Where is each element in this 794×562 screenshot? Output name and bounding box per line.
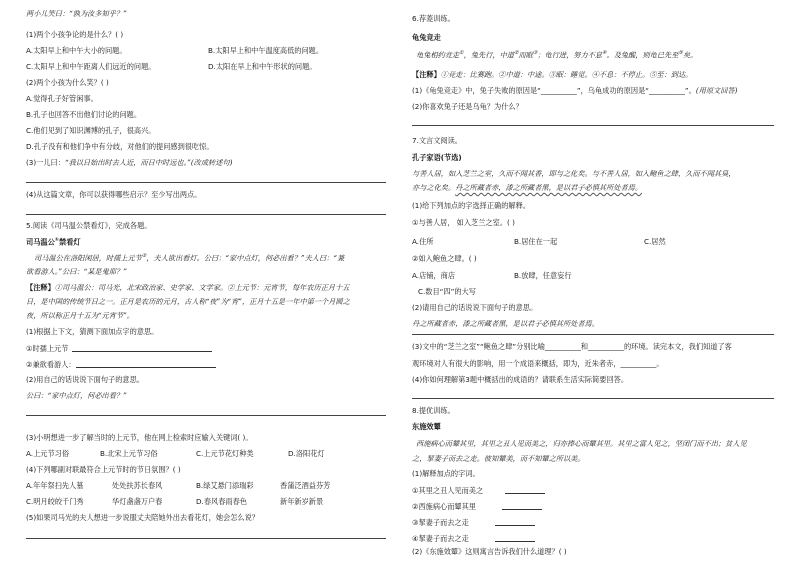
option-b: B.居住在一起 xyxy=(514,237,558,246)
quoted-sentence: 丹之所藏者赤，漆之所藏者黑，是以君子必慎其所处者焉。 xyxy=(412,319,599,328)
question-5-1-b-text: ②兼欲看游人： xyxy=(26,359,76,369)
answer-line xyxy=(412,398,774,399)
answer-line xyxy=(412,125,774,126)
option-a: A.太阳早上和中午大小的问题。 xyxy=(26,46,127,55)
option-c: C.数目“四”的大写 xyxy=(418,287,476,296)
question-7-1: (1)给下列加点的字选择正确的解释。 xyxy=(412,201,530,210)
passage-title: 龟兔竞走 xyxy=(412,33,441,42)
section-5-title: 5.阅读《司马温公禁看灯》，完成各题。 xyxy=(26,221,152,230)
passage-title-a: 司马温公 xyxy=(26,237,55,247)
footnote-mark: ⑤ xyxy=(678,50,683,56)
wavy-underlined-sentence: 丹之所藏者赤，漆之所藏者黑，是以君子必慎其所处者焉。 xyxy=(455,183,643,192)
option-d: D.太阳在早上和中午形状的问题。 xyxy=(208,62,317,71)
answer-blank[interactable] xyxy=(502,502,542,510)
passage-text: 司马温公在洛阳闲居，时孺上元节 xyxy=(34,253,142,263)
question-8-1-c xyxy=(412,518,535,526)
answer-line xyxy=(26,182,386,183)
footnote-mark: ② xyxy=(141,253,147,259)
option-d: D.孔子没有和他们争中有分歧，对他们的提问感到很吃惊。 xyxy=(26,142,214,151)
option-d-couplet: 新年新岁新景 xyxy=(280,497,324,506)
passage-title: 东施效颦 xyxy=(412,422,441,431)
question-5-4: (4)下列哪副对联最符合上元节时的节日氛围？( ) xyxy=(26,465,181,474)
annotation-text: ①竞走：比赛跑。②中道：中途。③眠：睡觉。④不息：不停止。⑤至：到达。 xyxy=(440,70,693,79)
passage-text: 而眠 xyxy=(518,50,533,60)
question-1-1: (1)两个小孩争论的是什么？( ) xyxy=(26,30,124,39)
answer-line xyxy=(26,538,386,539)
annotation-line: 日，是中国的传统节日之一。正月是农历的元月，古人称“夜”为“宵”，正月十五是一年中第一个月圆之 xyxy=(26,297,350,306)
passage-text: 龟兔相约竞走 xyxy=(416,50,460,60)
option-c-couplet: 华灯盏盏万户春 xyxy=(112,497,163,506)
passage-line xyxy=(412,184,642,191)
passage-text: ，兔先行，中道 xyxy=(463,50,514,60)
question-7-3-cont: 观环境对人有很大的影响，用一个成语来概括，即为，近朱者赤，__________。 xyxy=(412,359,664,368)
passage-line xyxy=(416,51,697,59)
option-c: C.上元节花灯种类 xyxy=(196,449,254,458)
answer-blank[interactable] xyxy=(495,534,535,542)
passage-text: ，夫人欲出看灯。公曰：“家中点灯，何必出看？”夫人曰：“兼 xyxy=(146,253,345,263)
answer-line xyxy=(412,334,774,335)
option-b: B.孔子也回答不出他们讨论的问题。 xyxy=(26,110,142,119)
question-5-3: (3)小明想进一步了解当时的上元节，他在网上检索时应输入关键词( )。 xyxy=(26,433,253,442)
option-d-text: 孔子没有和他们争中有分歧，对他们的提问感到很吃惊。 xyxy=(33,142,214,151)
question-8-1-d xyxy=(412,534,535,542)
footnote-mark: ① xyxy=(459,50,464,56)
answer-blank[interactable] xyxy=(505,486,545,494)
option-a: A.住所 xyxy=(412,237,434,246)
question-8-1-d-text: ④挈妻子而去之走 xyxy=(412,533,469,543)
annotation-line: 夜，所以称正月十五为“元宵节”。 xyxy=(26,311,134,320)
question-5-5: (5)如果司马光的夫人想进一步说服丈夫陪她外出去看花灯，她会怎么说？ xyxy=(26,513,259,522)
question-8-1-a xyxy=(412,486,545,494)
section-6-title: 6.荐菱训练。 xyxy=(412,14,455,23)
question-5-1-b xyxy=(26,360,216,368)
passage-line: 之，挈妻子而去之走。彼知颦美，而不知颦之所以美。 xyxy=(412,454,585,463)
footnote-mark: ② xyxy=(513,50,519,56)
passage-text: 矣。 xyxy=(682,50,698,60)
question-1-4: (4)从这篇文章，你可以获得哪些启示？至少写出两点。 xyxy=(26,190,202,199)
question-7-3: (3)文中的“芝兰之室”“鲍鱼之肆”分别比喻__________和__________的环境。读完本文，我们知道了客 xyxy=(412,342,732,351)
question-7-2: (2)请用自己的话说说下面句子的意思。 xyxy=(412,303,538,312)
passage-title xyxy=(26,238,81,246)
option-c: C.他们见到了知识渊博的孔子，很高兴。 xyxy=(26,126,156,135)
annotation-line xyxy=(412,71,692,78)
option-a: A.年年祭扫先人墓 xyxy=(26,481,84,490)
option-b: B.放肆，任意妄行 xyxy=(514,271,572,280)
question-6-1-hint: (用原文回答) xyxy=(695,86,738,95)
passage-title-b: 禁看灯 xyxy=(59,237,81,247)
passage-line xyxy=(34,254,344,262)
question-8-1-a-text: ①其里之丑人见而美之 xyxy=(412,485,484,495)
section-8-title: 8.提优训练。 xyxy=(412,406,455,415)
answer-line xyxy=(26,415,386,416)
option-a: A.上元节习俗 xyxy=(26,449,70,458)
question-7-1-a: ①与善人居， 如入芝兰之室。( ) xyxy=(412,218,515,227)
option-c: C.明月皎皎千门秀 xyxy=(26,497,84,506)
question-5-1: (1)根据上下文，猜测下面加点字的意思。 xyxy=(26,327,159,336)
footnote-mark: ① xyxy=(54,237,59,243)
passage-line: 两小儿笑曰：“孰为汝多知乎？” xyxy=(26,9,127,18)
option-c: C.太阳早上和中午距离人们远近的问题。 xyxy=(26,62,156,71)
question-8-1-b-text: ②西施病心而颦其里 xyxy=(412,501,476,511)
option-a: A.店铺，商店 xyxy=(412,271,456,280)
question-7-4: (4)你如何理解第3题中概括出的成语的？请联系生活实际简要回答。 xyxy=(412,375,629,384)
question-5-1-a xyxy=(26,344,212,352)
question-1-3 xyxy=(26,159,232,166)
section-7-title: 7.文言文阅读。 xyxy=(412,136,462,145)
answer-blank[interactable] xyxy=(72,344,212,352)
option-b-couplet: 香蒲泛酒益芬芳 xyxy=(280,481,331,490)
answer-blank[interactable] xyxy=(495,518,535,526)
question-6-1-text: (1)《龟兔竞走》中，兔子失败的原因是“__________”，乌龟成功的原因是“__________”。 xyxy=(412,86,696,95)
question-5-1-a-text: ①时孺上元节 xyxy=(26,343,69,353)
annotation-line xyxy=(26,284,349,291)
option-c: C.居然 xyxy=(644,237,666,246)
option-a-couplet: 处处扶苏长春风 xyxy=(112,481,163,490)
passage-text: 亦与之化矣。 xyxy=(412,183,456,192)
footnote-mark: ③ xyxy=(532,50,538,56)
option-d: D.春风春雨春色 xyxy=(196,497,247,506)
question-8-1-b xyxy=(412,502,542,510)
annotation-label: 【注释】 xyxy=(412,70,441,79)
option-b: B.太阳早上和中午温度高低的问题。 xyxy=(208,46,324,55)
option-b: B.北宋上元节习俗 xyxy=(100,449,158,458)
question-1-3-prefix: (3)一儿曰： xyxy=(26,158,65,167)
question-6-1 xyxy=(412,87,737,94)
passage-line: 欲看游人。”公曰：“某是鬼耶？” xyxy=(26,267,127,276)
answer-blank[interactable] xyxy=(76,360,216,368)
question-8-2: (2)《东施效颦》这则寓言告诉我们什么道理？( ) xyxy=(412,547,567,556)
footnote-mark: ④ xyxy=(602,50,607,56)
annotation-text: ①司马温公：司马光，北宋政治家、史学家、文学家。②上元节：元宵节，每年农历正月十五 xyxy=(54,283,350,292)
question-5-2: (2)用自己的话说说下面句子的意思。 xyxy=(26,375,144,384)
passage-title: 孔子家语(节选) xyxy=(412,153,462,162)
passage-line: 与善人居，如入芝兰之室，久而不闻其香，即与之化矣。与不善人居，如入鲍鱼之肆，久而不闻其臭， xyxy=(412,169,736,178)
question-1-3-quote: “我以日始出时去人近，而日中时远也。”(改成转述句) xyxy=(64,158,233,167)
question-1-2: (2)两个小孩为什么笑？( ) xyxy=(26,78,109,87)
question-8-1: (1)解释加点的字词。 xyxy=(412,469,480,478)
answer-line xyxy=(26,214,386,215)
option-b: B.绿艾悬门添瑞彩 xyxy=(196,481,254,490)
passage-text: ；龟行进，努力不息 xyxy=(537,50,603,60)
annotation-label: 【注释】 xyxy=(26,283,55,292)
question-6-2: (2)你喜欢兔子还是乌龟？为什么？ xyxy=(412,102,523,111)
option-a: A.觉得孔子好管闲事。 xyxy=(26,94,98,103)
option-d: D.洛阳花灯 xyxy=(288,449,325,458)
quoted-sentence: 公曰：“家中点灯，何必出看？” xyxy=(26,391,127,400)
question-8-1-c-text: ③挈妻子而去之走 xyxy=(412,517,469,527)
passage-line: 西施病心而颦其里，其里之丑人见而美之，归亦捧心而颦其里。其里之富人见之，坚闭门而不出；贫人见 xyxy=(416,439,747,448)
passage-text: 。及兔醒，则龟已先至 xyxy=(606,50,679,60)
question-7-1-b: ②如入鲍鱼之肆。( ) xyxy=(412,254,477,263)
